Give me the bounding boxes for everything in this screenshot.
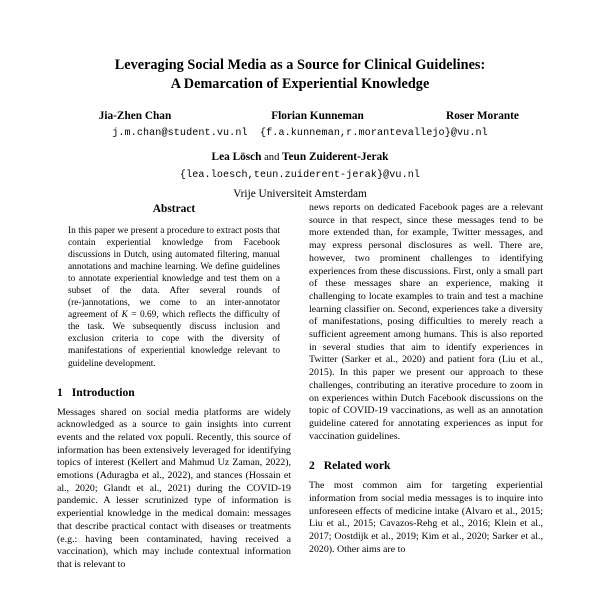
section-number-2: 2 (309, 459, 315, 473)
section-number-1: 1 (57, 385, 63, 399)
author-name-morante: Roser Morante (446, 110, 519, 122)
body-columns (0, 202, 600, 600)
abstract-text (68, 225, 280, 370)
abstract-heading: Abstract (152, 203, 196, 215)
author-name-chan: Jia-Zhen Chan (98, 110, 172, 122)
section-heading-related-work (309, 459, 543, 473)
section-title-related-work: Related work (323, 459, 391, 473)
related-work-paragraph: The most common aim for targeting experiential information from social media messages is to inquire into unforeseen effects of medicine intake (Alvaro et al., 2015; Liu et al., 2015; Cavazos-Rehg et al., 2016; Klein et al., 2017; Oostdijk et al., 2019; Kim et al., 2020; Sarker et al., 2020). Other aims are to (309, 480, 543, 555)
author-emails-second-row: {lea.loesch,teun.zuiderent-jerak}@vu.nl (179, 170, 421, 181)
author-name-zuiderent-jerak: Teun Zuiderent-Jerak (282, 151, 389, 163)
abstract-section (57, 202, 291, 370)
abstract-text-part2: which reflects the difficulty of the task. We subsequently discuss inclusion and exclusion criteria to cope with the diversity of manifestations of experiential knowledge relevant to guideline development. (68, 310, 280, 369)
section-title-introduction: Introduction (71, 385, 135, 399)
affiliation: Vrije Universiteit Amsterdam (233, 188, 367, 200)
section-heading-introduction (57, 386, 291, 400)
left-column (57, 202, 291, 600)
page-title (65, 56, 535, 94)
kappa-symbol: K (121, 310, 128, 321)
author-name-losch: Lea Lösch (211, 151, 262, 163)
title-line-2: A Demarcation of Experiential Knowledge (170, 76, 430, 92)
right-column (309, 202, 543, 600)
email-chan: j.m.chan@student.vu.nl (112, 128, 248, 139)
kappa-value: = 0.69, (127, 310, 159, 321)
abstract-text-part1: In this paper we present a procedure to extract posts that contain experiential knowledge from Facebook discussions in Dutch, using automated filtering, manual annotations and machine learning. We define guidelines to annotate experiential knowledge and test them on a subset of the data. After several rounds of (re-)annotations, we come to an inter-annotator agreement of (68, 226, 280, 321)
title-block (0, 0, 600, 201)
author-row-second (0, 150, 600, 165)
author-row-first (0, 109, 600, 123)
introduction-continuation-paragraph: news reports on dedicated Facebook pages are a relevant source in that respect, since these messages tend to be more extended than, for example, Twitter messages, and may express personal disclosures as well. There are, however, two prominent challenges to identifying experiences from these discussions. First, only a small part of these messages share an experience, making it challenging to locate examples to train and test a machine learning classifier on. Second, experiences take a diversity of manifestations, posing difficulties to merely reach a sufficient agreement among humans. This is also reported in several studies that aim to identify experiences in Twitter (Sarker et al., 2020) and patient fora (Liu et al., 2015). In this paper we present our approach to these challenges, contributing an iterative procedure to zoom in on experiences within Dutch Facebook discussions on the topic of COVID-19 vaccinations, as well as an annotation guideline catered for annotating experiences as input for vaccination guidelines. (309, 202, 543, 442)
author-emails-first-row (0, 126, 600, 141)
author-block (0, 109, 600, 201)
title-line-1: Leveraging Social Media as a Source for Clinical Guidelines: (114, 57, 486, 73)
email-kunneman-morante: {f.a.kunneman,r.morantevallejo}@vu.nl (259, 128, 488, 139)
introduction-paragraph: Messages shared on social media platforms are widely acknowledged as a source to gain insights into current events and the related vox populi. Recently, this source of information has been extensively leveraged for identifying topics of interest (Kellert and Mahmud Uz Zaman, 2022), emotions (Aduragba et al., 2022), and stances (Hossain et al., 2020; Glandt et al., 2021) during the COVID-19 pandemic. A lesser scrutinized type of information is experiential knowledge in the medical domain: messages that describe practical contact with diseases or treatments (e.g.: having been contaminated, having received a vaccination), which may include contextual information that is relevant to (57, 406, 291, 570)
author-conjunction: and (261, 152, 283, 163)
author-name-kunneman: Florian Kunneman (271, 110, 364, 122)
